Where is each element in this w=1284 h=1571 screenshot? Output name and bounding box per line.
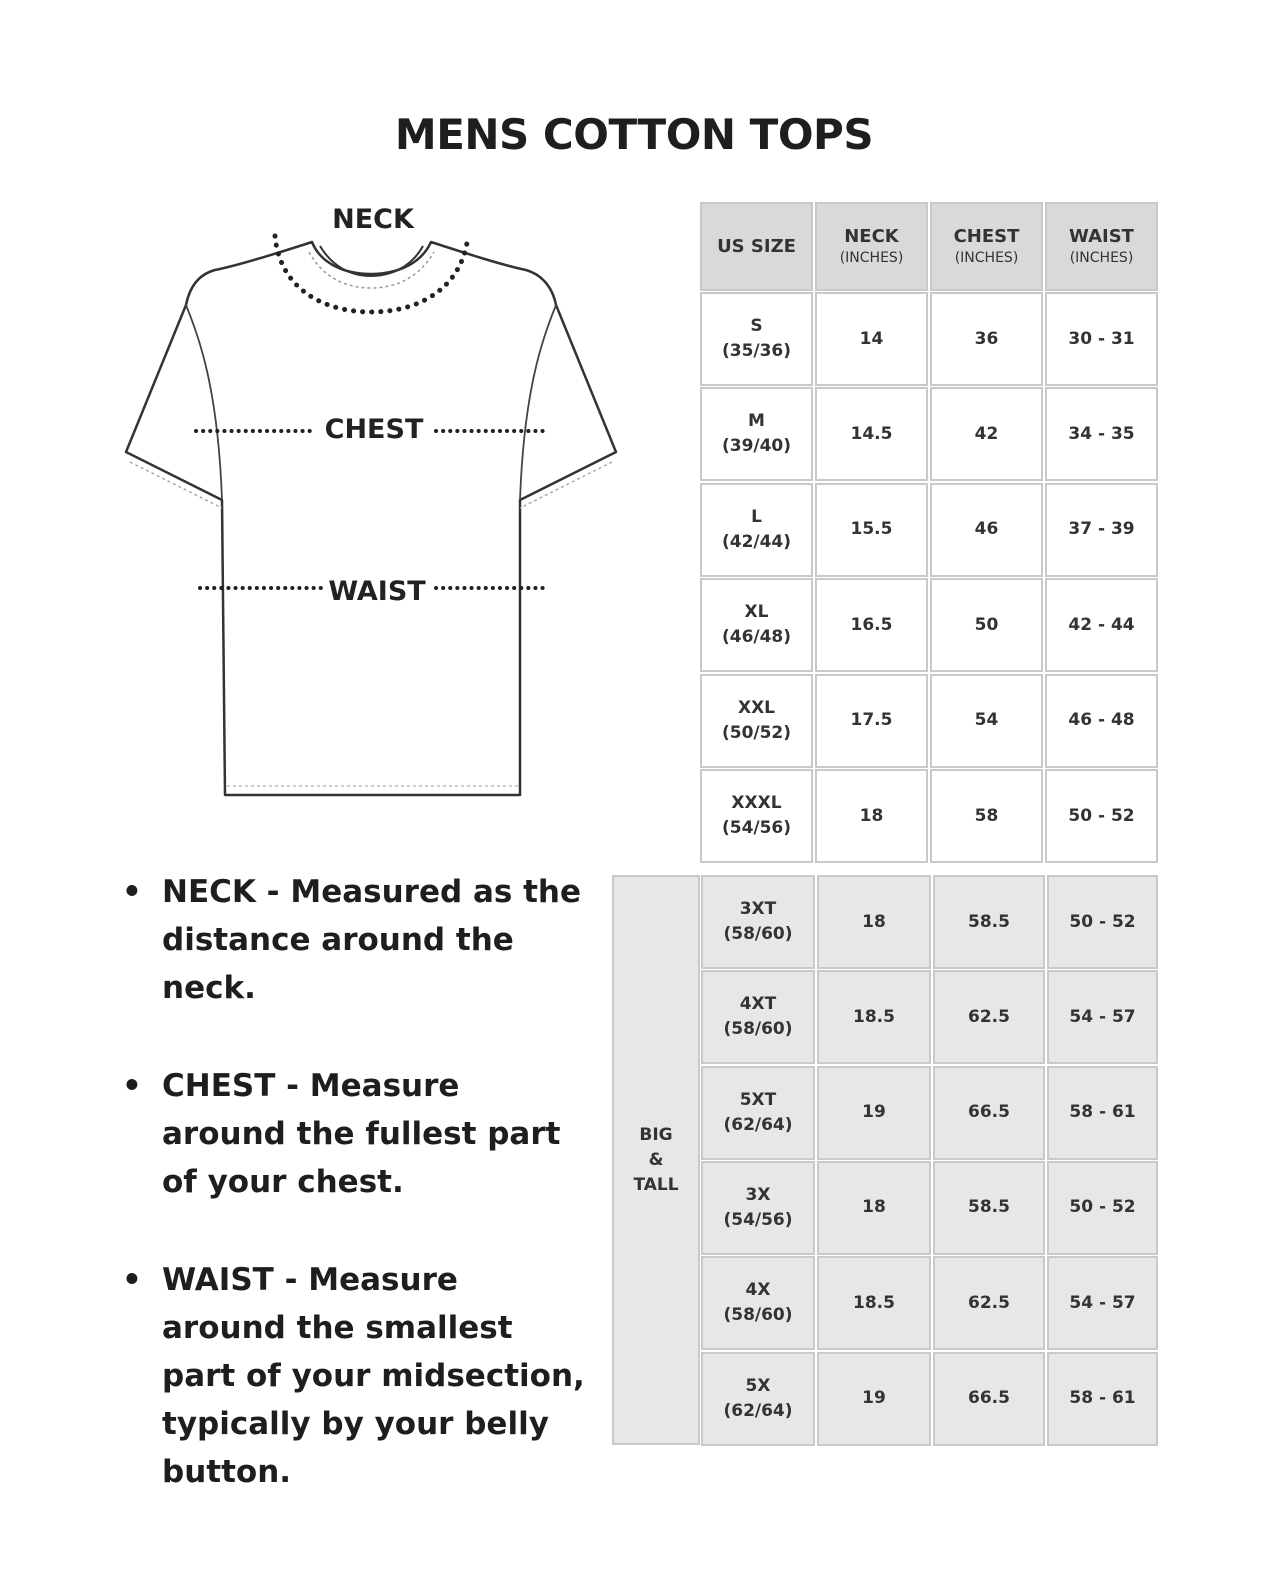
cell-5x-neck	[817, 1352, 931, 1446]
value: 54 - 57	[1069, 1006, 1136, 1027]
cell-5xt-neck	[817, 1066, 931, 1160]
cell-3xt-waist	[1047, 875, 1158, 969]
size-label: 5X	[745, 1375, 771, 1396]
bullet-neck	[122, 868, 592, 1012]
value: 19	[862, 1102, 886, 1123]
cell-xxl-size	[700, 674, 813, 768]
cell-m-neck	[815, 387, 928, 481]
cell-xxxl-size	[700, 769, 813, 863]
value: 54	[974, 710, 999, 731]
value: 34 - 35	[1068, 423, 1135, 444]
header-us-size	[700, 202, 813, 291]
header-title: NECK	[844, 225, 899, 247]
value: 14.5	[850, 423, 893, 444]
cell-xxl-neck	[815, 674, 928, 768]
value: 18	[862, 911, 886, 932]
cell-3x-waist	[1047, 1161, 1158, 1255]
cell-xl-size	[700, 578, 813, 672]
chest-label: CHEST	[324, 414, 424, 445]
cell-4x-size	[701, 1256, 815, 1350]
size-label: XXXL	[731, 793, 782, 813]
header-unit: (INCHES)	[839, 249, 904, 266]
size-code: (62/64)	[723, 1400, 793, 1421]
cell-3xt-neck	[817, 875, 931, 969]
value: 37 - 39	[1068, 519, 1135, 540]
size-label: 3X	[745, 1184, 771, 1205]
cell-m-waist	[1045, 387, 1158, 481]
cell-xxl-waist	[1045, 674, 1158, 768]
value: 50 - 52	[1068, 805, 1135, 826]
header-chest	[930, 202, 1043, 291]
value: 50 - 52	[1069, 911, 1136, 932]
cell-xxxl-waist	[1045, 769, 1158, 863]
header-neck	[815, 202, 928, 291]
cell-xl-waist	[1045, 578, 1158, 672]
cell-3xt-size	[701, 875, 815, 969]
value: 42 - 44	[1068, 614, 1135, 635]
header-title: CHEST	[953, 225, 1020, 247]
size-code: (58/60)	[723, 1019, 793, 1040]
value: 50 - 52	[1069, 1197, 1136, 1218]
value: 18	[859, 805, 884, 826]
header-unit: (INCHES)	[954, 249, 1019, 266]
value: 30 - 31	[1068, 328, 1135, 349]
cell-4xt-waist	[1047, 970, 1158, 1064]
cell-3xt-chest	[933, 875, 1045, 969]
value: 54 - 57	[1069, 1292, 1136, 1313]
cell-3x-neck	[817, 1161, 931, 1255]
size-code: (46/48)	[721, 627, 792, 648]
size-code: (39/40)	[721, 436, 792, 457]
size-code: (42/44)	[721, 531, 792, 552]
cell-4x-waist	[1047, 1256, 1158, 1350]
cell-4xt-neck	[817, 970, 931, 1064]
group-label-line: BIG	[639, 1124, 673, 1145]
cell-xxxl-chest	[930, 769, 1043, 863]
header-waist	[1045, 202, 1158, 291]
size-code: (35/36)	[721, 341, 792, 361]
bullet-dot: •	[122, 1262, 142, 1298]
cell-5x-chest	[933, 1352, 1045, 1446]
cell-3x-chest	[933, 1161, 1045, 1255]
size-label: L	[751, 506, 762, 527]
header-unit: (INCHES)	[1069, 249, 1134, 266]
cell-4xt-size	[701, 970, 815, 1064]
cell-xl-chest	[930, 578, 1043, 672]
cell-s-chest	[930, 292, 1043, 386]
size-code: (62/64)	[723, 1114, 793, 1135]
cell-xxl-chest	[930, 674, 1043, 768]
bullet-waist-text: WAIST - Measure around the smallest part of your midsection, typically by your belly button.	[162, 1262, 585, 1490]
header-title: US SIZE	[717, 235, 796, 257]
value: 66.5	[968, 1102, 1010, 1123]
size-code: (54/56)	[723, 1209, 793, 1230]
big-tall-group-label	[612, 875, 700, 1445]
cell-l-chest	[930, 483, 1043, 577]
cell-4x-neck	[817, 1256, 931, 1350]
value: 17.5	[850, 710, 893, 731]
cell-5xt-chest	[933, 1066, 1045, 1160]
cell-s-neck	[815, 292, 928, 386]
value: 50	[974, 614, 999, 635]
value: 16.5	[850, 614, 893, 635]
size-code: (54/56)	[721, 818, 792, 838]
value: 15.5	[850, 519, 893, 540]
cell-xl-neck	[815, 578, 928, 672]
value: 46	[974, 519, 999, 540]
bullet-chest	[122, 1062, 592, 1206]
header-title: WAIST	[1069, 225, 1134, 247]
size-label: 4X	[745, 1280, 771, 1301]
cell-5x-size	[701, 1352, 815, 1446]
value: 19	[862, 1388, 886, 1408]
tshirt-outline	[126, 242, 616, 795]
size-label: S	[750, 316, 763, 336]
value: 36	[974, 328, 999, 349]
group-label-line: &	[648, 1149, 664, 1170]
tshirt-diagram	[100, 190, 630, 810]
value: 14	[859, 328, 884, 349]
cell-l-size	[700, 483, 813, 577]
value: 58	[974, 805, 999, 826]
cell-s-size	[700, 292, 813, 386]
cell-5x-waist	[1047, 1352, 1158, 1446]
size-label: XXL	[737, 697, 776, 718]
group-label-line: TALL	[633, 1174, 679, 1195]
cell-l-waist	[1045, 483, 1158, 577]
neck-label: NECK	[332, 204, 414, 235]
value: 18.5	[853, 1006, 895, 1027]
value: 66.5	[968, 1388, 1010, 1408]
bullet-waist	[122, 1256, 592, 1496]
cell-4x-chest	[933, 1256, 1045, 1350]
size-label: M	[748, 411, 765, 432]
waist-label: WAIST	[328, 576, 426, 607]
bullet-chest-text: CHEST - Measure around the fullest part of your chest.	[162, 1068, 561, 1200]
value: 62.5	[968, 1292, 1010, 1313]
cell-l-neck	[815, 483, 928, 577]
size-label: 3XT	[739, 899, 777, 919]
cell-m-size	[700, 387, 813, 481]
value: 42	[974, 423, 999, 444]
value: 58.5	[968, 1197, 1010, 1218]
cell-3x-size	[701, 1161, 815, 1255]
measurement-instructions	[122, 868, 592, 1546]
cell-4xt-chest	[933, 970, 1045, 1064]
value: 58.5	[968, 911, 1010, 932]
value: 18	[862, 1197, 886, 1218]
value: 58 - 61	[1069, 1102, 1136, 1123]
bullet-dot: •	[122, 874, 142, 910]
cell-xxxl-neck	[815, 769, 928, 863]
value: 18.5	[853, 1292, 895, 1313]
size-code: (50/52)	[721, 722, 792, 743]
cell-s-waist	[1045, 292, 1158, 386]
size-label: 4XT	[739, 994, 777, 1015]
value: 46 - 48	[1068, 710, 1135, 731]
value: 62.5	[968, 1006, 1010, 1027]
value: 58 - 61	[1069, 1388, 1136, 1408]
size-label: 5XT	[739, 1089, 777, 1110]
bullet-neck-text: NECK - Measured as the distance around the neck.	[162, 874, 582, 1006]
cell-5xt-size	[701, 1066, 815, 1160]
cell-5xt-waist	[1047, 1066, 1158, 1160]
size-label: XL	[744, 602, 769, 623]
page-title: MENS COTTON TOPS	[394, 110, 874, 159]
cell-m-chest	[930, 387, 1043, 481]
size-code: (58/60)	[723, 924, 793, 944]
bullet-dot: •	[122, 1068, 142, 1104]
size-code: (58/60)	[723, 1305, 793, 1326]
